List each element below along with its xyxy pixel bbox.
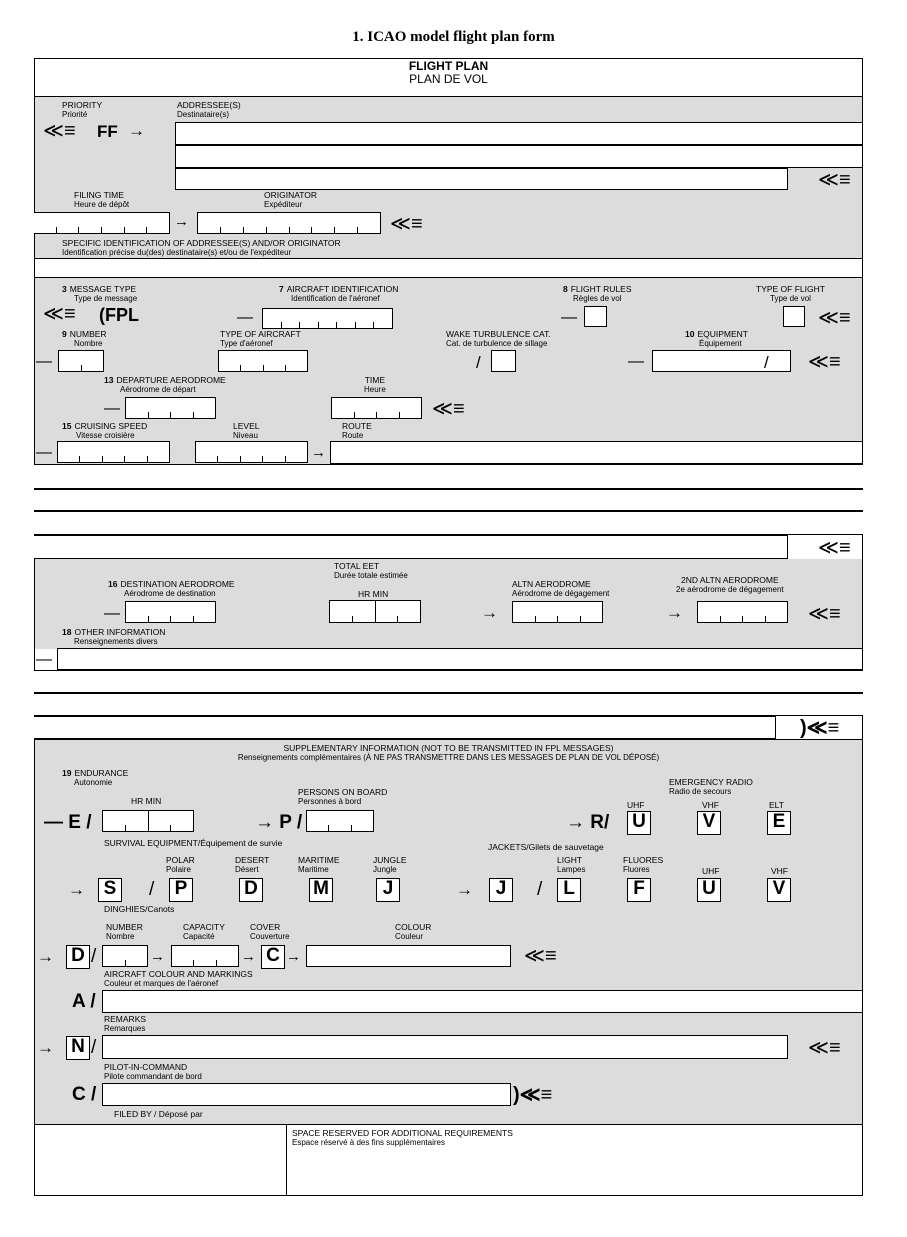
end-symbol: ≪≡ [432, 398, 465, 420]
maritime-box[interactable]: M [309, 878, 333, 902]
fluores-box[interactable]: F [627, 878, 651, 902]
close-symbol: )≪≡ [800, 717, 840, 739]
dinghies-number-label: NUMBER Nombre [106, 922, 143, 941]
level-label: LEVEL Niveau [233, 421, 260, 440]
slash-icon: / [476, 353, 481, 372]
jackets-vhf-label: VHF [771, 866, 788, 876]
slash-icon: / [764, 353, 769, 372]
radio-elt-box[interactable]: E [767, 811, 791, 835]
jackets-vhf-box[interactable]: V [767, 878, 791, 902]
addressee-field-3[interactable] [175, 168, 788, 190]
cruising-speed-field[interactable] [57, 441, 170, 463]
pilot-label: PILOT-IN-COMMAND Pilote commandant de bord [104, 1062, 202, 1081]
light-label: LIGHT Lampes [557, 855, 586, 874]
dinghies-cover-box[interactable]: C [261, 945, 285, 969]
arrow-icon: → [456, 880, 473, 899]
aircraft-colour-letter: A / [72, 991, 96, 1012]
addressee-field-2[interactable] [175, 145, 863, 168]
end-symbol: ≪≡ [808, 603, 841, 625]
filed-by-field[interactable] [35, 1125, 286, 1195]
end-symbol: ≪≡ [818, 537, 851, 559]
endurance-divider [148, 810, 149, 832]
dinghies-colour-field[interactable] [306, 945, 511, 967]
end-symbol: ≪≡ [524, 945, 557, 967]
wake-field[interactable] [491, 350, 516, 372]
number-field[interactable] [58, 350, 104, 372]
remarks-field[interactable] [102, 1035, 788, 1059]
dash-icon: — [36, 353, 52, 370]
jackets-uhf-box[interactable]: U [697, 878, 721, 902]
supplementary-title: SUPPLEMENTARY INFORMATION (NOT TO BE TRANSMITTED IN FPL MESSAGES) Renseignements complémentaires (À NE PAS TRANSMETTRE DANS LES MESSAGES DE PLAN DE VOL DÉPOSÉ) [237, 743, 660, 762]
filing-time-field[interactable] [34, 212, 170, 234]
route-field-3[interactable] [34, 489, 863, 511]
dinghies-capacity-field[interactable] [171, 945, 239, 967]
end-symbol: ≪≡ [818, 169, 851, 191]
dinghies-number-field[interactable] [102, 945, 148, 967]
jungle-box[interactable]: J [376, 878, 400, 902]
dash-icon: — [104, 400, 120, 417]
dinghies-cover-label: COVER Couverture [250, 922, 290, 941]
radio-uhf-box[interactable]: U [627, 811, 651, 835]
maritime-label: MARITIME Maritime [298, 855, 340, 874]
endurance-label: 19 ENDURANCE Autonomie [62, 768, 129, 787]
other-info-field-4[interactable] [34, 716, 776, 739]
total-eet-sub: HR MIN [358, 589, 389, 599]
arrow-icon: → [666, 603, 683, 622]
polar-label: POLAR Polaire [166, 855, 195, 874]
flight-rules-label: 8 FLIGHT RULES Règles de vol [563, 284, 632, 303]
remarks-label: REMARKS Remarques [104, 1014, 147, 1033]
route-field-2[interactable] [34, 464, 863, 489]
equipment-field[interactable] [652, 350, 791, 372]
close-symbol: )≪≡ [513, 1084, 553, 1106]
end-symbol: ≪≡ [390, 213, 423, 235]
priority-value[interactable]: FF [97, 122, 118, 141]
altn-field[interactable] [512, 601, 603, 623]
survival-box[interactable]: S [98, 878, 122, 902]
bottom-divider [286, 1124, 287, 1196]
dash-icon: — [628, 353, 644, 370]
wake-label: WAKE TURBULENCE CAT. Cat. de turbulence de sillage [446, 329, 551, 348]
jackets-label: JACKETS/Gilets de sauvetage [488, 842, 604, 852]
radio-vhf-box[interactable]: V [697, 811, 721, 835]
persons-letter: → P / [255, 812, 303, 833]
end-symbol: ≪≡ [808, 351, 841, 373]
radio-elt-label: ELT [769, 800, 784, 810]
arrow-icon: → [286, 948, 301, 965]
jackets-box[interactable]: J [489, 878, 513, 902]
time-label: TIME Heure [364, 375, 386, 394]
altn-label: ALTN AERODROME Aérodrome de dégagement [512, 579, 610, 598]
dash-icon: — [561, 309, 577, 326]
arrow-icon: → [174, 213, 189, 230]
aircraft-type-field[interactable] [218, 350, 308, 372]
filing-time-label: FILING TIME Heure de dépôt [74, 190, 130, 209]
arrow-icon: → [37, 1038, 54, 1057]
dinghies-box[interactable]: D [66, 945, 90, 969]
endurance-sub: HR MIN [131, 796, 162, 806]
message-type-label: 3 MESSAGE TYPE Type de message [62, 284, 138, 303]
equipment-label: 10 EQUIPMENT Équipement [685, 329, 748, 348]
remarks-box: N [66, 1036, 90, 1060]
page-title: 1. ICAO model flight plan form [352, 29, 555, 45]
radio-vhf-label: VHF [702, 800, 719, 810]
other-info-label: 18 OTHER INFORMATION Renseignements divers [62, 627, 166, 646]
cruising-speed-label: 15 CRUISING SPEED Vitesse croisière [62, 421, 148, 440]
light-box[interactable]: L [557, 878, 581, 902]
form-title: FLIGHT PLAN [408, 59, 489, 73]
originator-label: ORIGINATOR Expéditeur [264, 190, 318, 209]
end-symbol: ≪≡ [818, 307, 851, 329]
message-type-value[interactable]: (FPL [99, 305, 139, 325]
slash-icon: / [537, 879, 543, 900]
route-label: ROUTE Route [342, 421, 372, 440]
addressee-label: ADDRESSEE(S) Destinataire(s) [177, 100, 241, 119]
fluores-label: FLUORES Fluores [623, 855, 664, 874]
arrow-icon: → [68, 880, 85, 899]
altn2-field[interactable] [697, 601, 788, 623]
start-symbol: ≪≡ [43, 303, 76, 325]
aircraft-id-field[interactable] [262, 308, 393, 329]
filed-by-label: FILED BY / Déposé par [114, 1109, 203, 1119]
route-field-5[interactable] [34, 535, 788, 559]
arrow-icon: → [311, 444, 326, 461]
route-field-1[interactable] [330, 441, 863, 464]
aircraft-colour-field[interactable] [102, 990, 863, 1013]
jackets-uhf-label: UHF [702, 866, 720, 876]
arrow-icon: → [241, 948, 256, 965]
slash-icon: / [149, 879, 155, 900]
altn2-label: 2ND ALTN AERODROME 2e aérodrome de dégagement [676, 575, 784, 594]
aircraft-type-label: TYPE OF AIRCRAFT Type d'aéronef [220, 329, 301, 348]
number-label: 9 NUMBER Nombre [62, 329, 107, 348]
desert-box[interactable]: D [239, 878, 263, 902]
form-subtitle: PLAN DE VOL [409, 72, 488, 86]
dinghies-label: DINGHIES/Canots [104, 904, 175, 914]
pilot-field[interactable] [102, 1083, 511, 1106]
arrow-icon: → [37, 947, 54, 966]
originator-field[interactable] [197, 212, 381, 234]
pilot-letter: C / [72, 1084, 97, 1105]
dash-icon: — [36, 444, 52, 461]
arrow-icon: → [128, 121, 145, 140]
dash-icon: — [237, 309, 253, 326]
destination-label: 16 DESTINATION AERODROME Aérodrome de destination [108, 579, 235, 598]
other-info-field-3[interactable] [34, 693, 863, 716]
route-field-4[interactable] [34, 511, 863, 535]
arrow-icon: → [481, 603, 498, 622]
other-info-field-2[interactable] [34, 670, 863, 693]
departure-label: 13 DEPARTURE AERODROME Aérodrome de départ [104, 375, 226, 394]
priority-label: PRIORITY Priorité [62, 100, 103, 119]
specific-id-field[interactable] [35, 258, 862, 278]
dash-icon: — [104, 605, 120, 622]
aircraft-colour-label: AIRCRAFT COLOUR AND MARKINGS Couleur et marques de l'aéronef [104, 969, 253, 988]
level-field[interactable] [195, 441, 308, 463]
time-field[interactable] [331, 397, 422, 419]
dash-icon: — [36, 651, 52, 668]
specific-id-label: SPECIFIC IDENTIFICATION OF ADDRESSEE(S) AND/OR ORIGINATOR Identification précise du(des) destinataire(s) et/ou de l'expéditeur [62, 238, 341, 257]
dinghies-capacity-label: CAPACITY Capacité [183, 922, 225, 941]
endurance-letter: — E / [44, 812, 92, 833]
arrow-icon: → [150, 948, 165, 965]
other-info-field-1[interactable] [57, 648, 863, 670]
radio-uhf-label: UHF [627, 800, 645, 810]
flight-type-label: TYPE OF FLIGHT Type de vol [756, 284, 825, 303]
slash-icon: / [91, 946, 97, 967]
radio-letter: → R/ [566, 812, 610, 833]
jungle-label: JUNGLE Jungle [373, 855, 407, 874]
destination-field[interactable] [125, 601, 216, 623]
total-eet-divider [375, 600, 376, 623]
persons-field[interactable] [306, 810, 374, 832]
aircraft-id-label: 7 AIRCRAFT IDENTIFICATION Identification de l'aéronef [279, 284, 399, 303]
desert-label: DESERT Désert [235, 855, 270, 874]
flight-type-field[interactable] [783, 306, 805, 327]
form-header [35, 60, 862, 86]
survival-label: SURVIVAL EQUIPMENT/Équipement de survie [104, 838, 283, 848]
flight-rules-field[interactable] [584, 306, 607, 327]
slash-icon: / [91, 1037, 97, 1058]
start-symbol: ≪≡ [43, 120, 76, 142]
dinghies-colour-label: COLOUR Couleur [395, 922, 432, 941]
departure-field[interactable] [125, 397, 216, 419]
persons-label: PERSONS ON BOARD Personnes à bord [298, 787, 388, 806]
total-eet-label: TOTAL EET Durée totale estimée [334, 561, 408, 580]
polar-box[interactable]: P [169, 878, 193, 902]
end-symbol: ≪≡ [808, 1037, 841, 1059]
emergency-radio-label: EMERGENCY RADIO Radio de secours [669, 777, 753, 796]
addressee-field-1[interactable] [175, 122, 863, 145]
reserved-label: SPACE RESERVED FOR ADDITIONAL REQUIREMENTS Espace réservé à des fins supplémentaires [292, 1128, 513, 1147]
